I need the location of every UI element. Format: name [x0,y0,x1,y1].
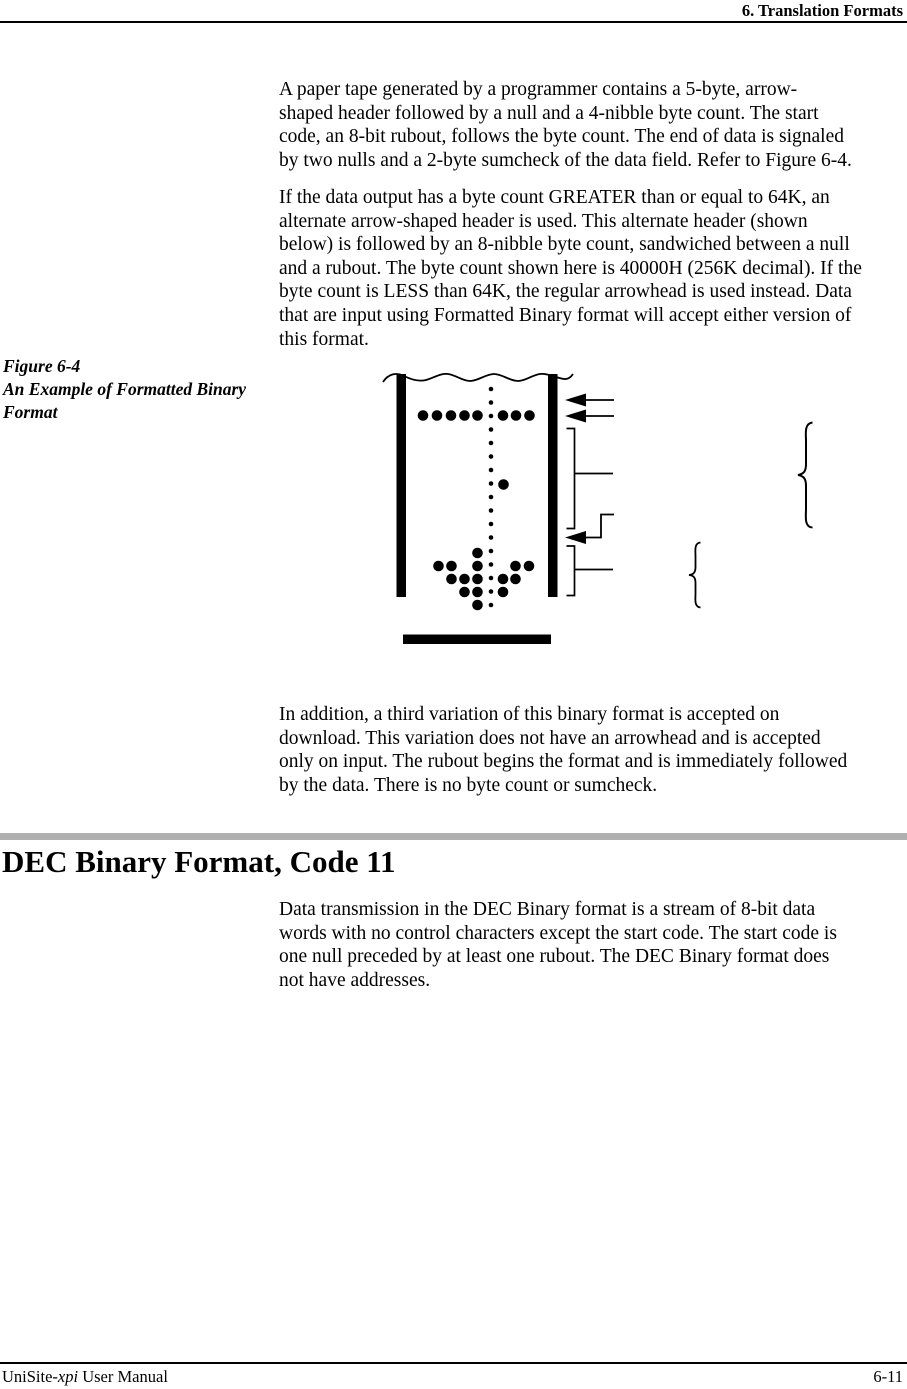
tape-left-edge [397,374,407,597]
tape-punch-holes [418,387,535,611]
rubout-pointer-arrow-icon [565,410,614,423]
tape-torn-edge-wavy-line [383,374,573,382]
footer-title-suffix: User Manual [78,1367,168,1386]
header-chapter-title: 6. Translation Formats [741,1,903,20]
footer-manual-title [2,1367,168,1387]
tape-end-bar [403,635,551,645]
footer-title-prefix: UniSite- [2,1367,58,1386]
byte-count-brace [798,423,813,528]
footer-page-number: 6-11 [873,1367,903,1386]
footer-rule [0,1362,907,1364]
section-heading: DEC Binary Format, Code 11 [2,844,396,879]
arrow-header-bracket [567,546,614,596]
null-pointer-arrow-icon [565,394,614,407]
section-divider-rule [0,833,907,840]
figure-6-4-paper-tape-diagram [378,360,830,660]
paragraph-dec-binary: Data transmission in the DEC Binary format is a stream of 8-bit data words with no control characters except the start code. The start code is one null preceded by at least one rubout. The DEC Binary format does not have addresses. [279,899,837,991]
byte-count-bracket [567,429,614,529]
figure-caption: Figure 6-4 An Example of Formatted Binary Format [3,356,247,423]
header-rule [0,21,907,23]
paragraph-formatted-binary-intro: A paper tape generated by a programmer contains a 5-byte, arrow- shaped header followed by a null and a 4-nibble byte count. The start code, an 8-bit rubout, follows the byte count. The end of data is signaled by two nulls and a 2-byte sumcheck of the data field. Refer to Figure 6-4. [279,79,852,171]
footer-title-italic: xpi [57,1367,79,1386]
paragraph-alternate-header: If the data output has a byte count GREATER than or equal to 64K, an alternate arrow-shaped header is used. This alternate header (shown below) is followed by an 8-nibble byte count, sandwiched between a null and a rubout. The byte count shown here is 40000H (256K decimal). If the byte count is LESS than 64K, the regular arrowhead is used instead. Data that are input using Formatted Binary format will accept either version of this format. [279,187,862,350]
paragraph-third-variation: In addition, a third variation of this binary format is accepted on download. This variation does not have an arrowhead and is accepted only on input. The rubout begins the format and is immediately followed by the data. There is no byte count or sumcheck. [279,704,848,796]
tape-right-edge [548,374,558,597]
arrow-header-brace [689,543,701,608]
